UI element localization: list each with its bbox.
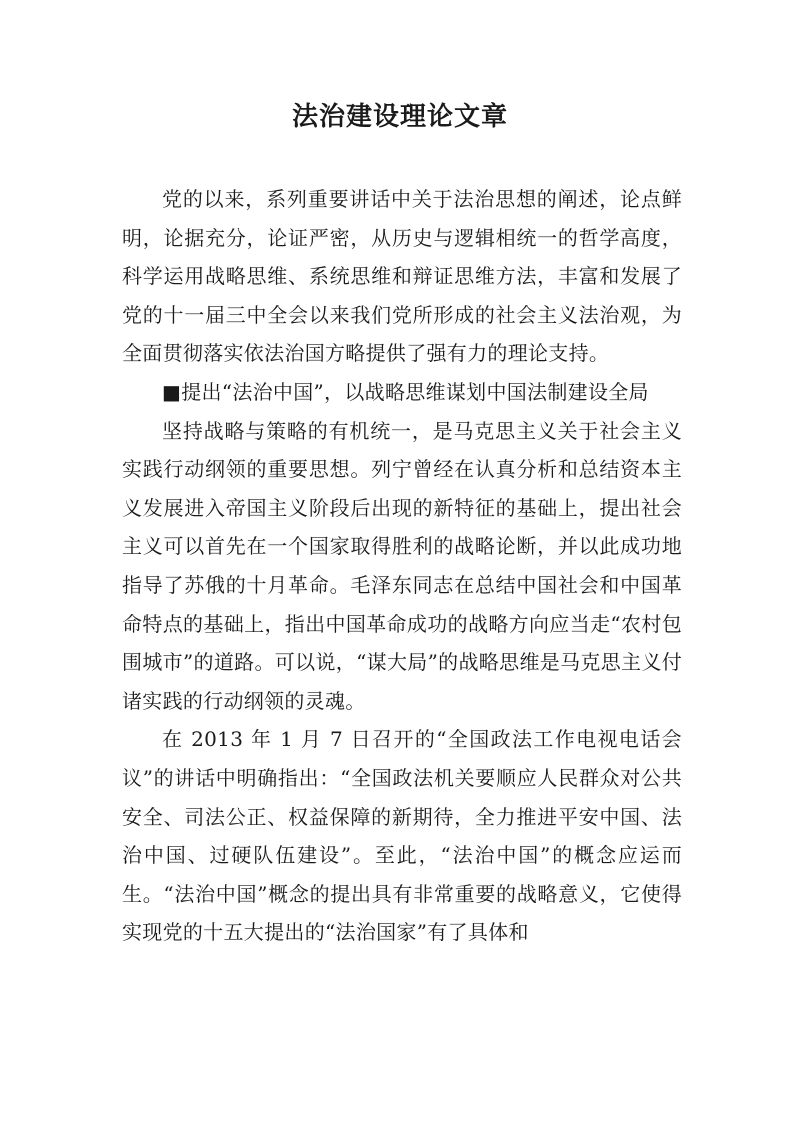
page-title: 法治建设理论文章: [291, 102, 508, 132]
article-body: [122, 180, 682, 952]
paragraph-intro: 党的以来，系列重要讲话中关于法治思想的阐述，论点鲜明，论据充分，论证严密，从历史与逻辑相统一的哲学高度，科学运用战略思维、系统思维和辩证思维方法，丰富和发展了党的十一届三中全会以来我们党所形成的社会主义法治观，为全面贯彻落实依法治国方略提供了强有力的理论支持。: [122, 187, 682, 366]
section-heading: ■提出“法治中国”，以战略思维谋划中国法制建设全局: [162, 379, 649, 404]
paragraph-strategy: 坚持战略与策略的有机统一，是马克思主义关于社会主义实践行动纲领的重要思想。列宁曾经在认真分析和总结资本主义发展进入帝国主义阶段后出现的新特征的基础上，提出社会主义可以首先在一个国家取得胜利的战略论断，并以此成功地指导了苏俄的十月革命。毛泽东同志在总结中国社会和中国革命特点的基础上，指出中国革命成功的战略方向应当走“农村包围城市”的道路。可以说，“谋大局”的战略思维是马克思主义付诸实践的行动纲领的灵魂。: [122, 418, 682, 713]
paragraph-2013-meeting: 在 2013 年 1 月 7 日召开的“全国政法工作电视电话会议”的讲话中明确指出：“全国政法机关要顺应人民群众对公共安全、司法公正、权益保障的新期待，全力推进平安中国、法治中国、过硬队伍建设”。至此，“法治中国”的概念应运而生。“法治中国”概念的提出具有非常重要的战略意义，它使得实现党的十五大提出的“法治国家”有了具体和: [122, 727, 682, 945]
